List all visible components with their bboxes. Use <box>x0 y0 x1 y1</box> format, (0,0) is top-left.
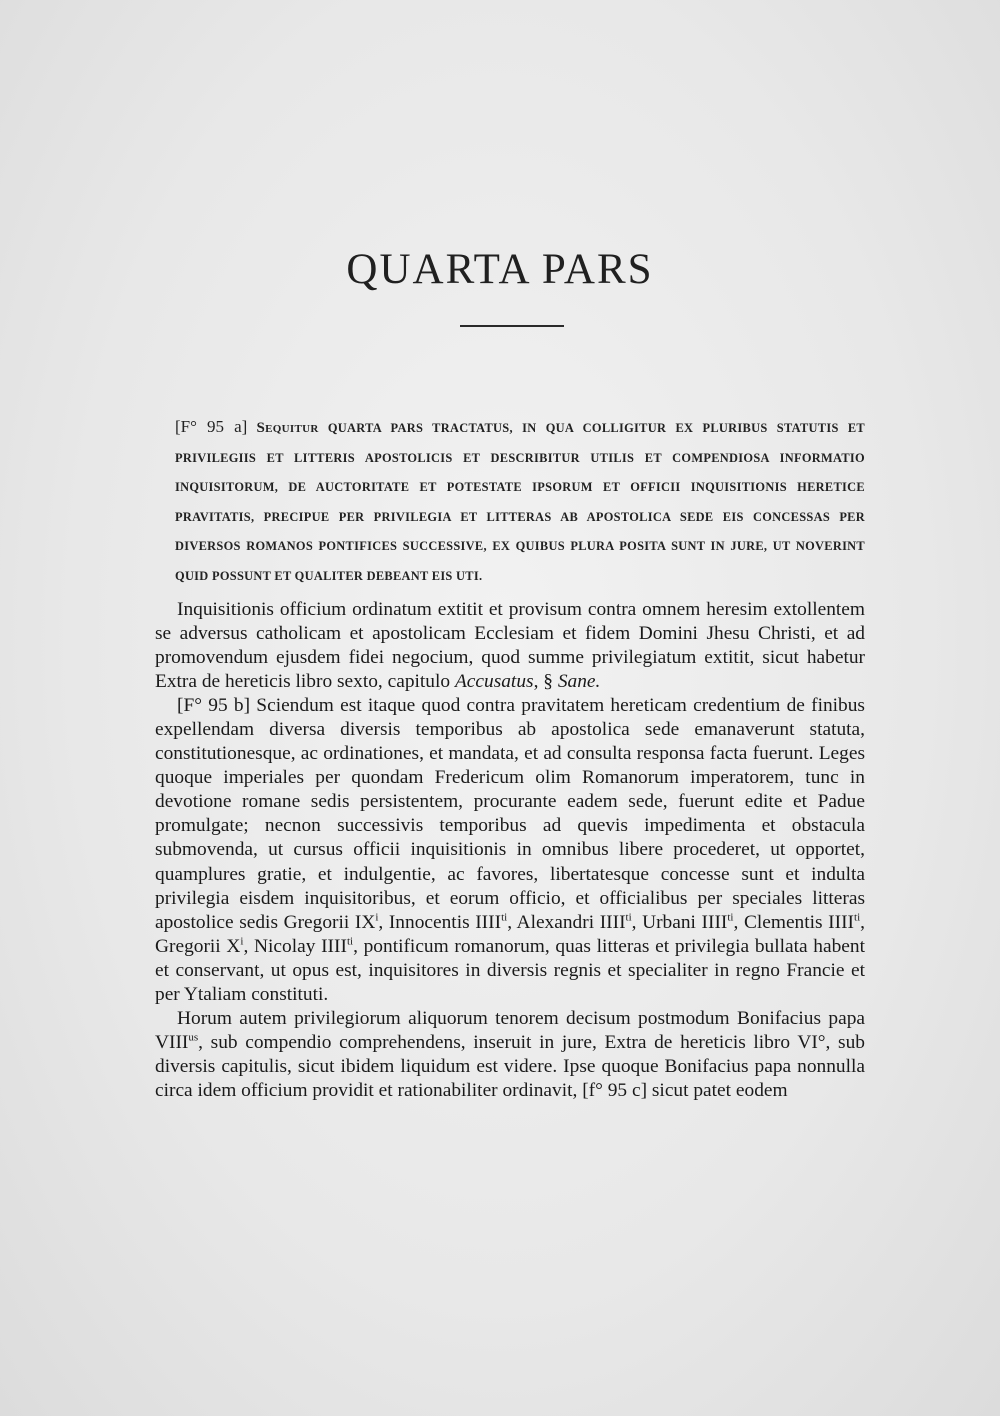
superscript: ti <box>854 911 861 924</box>
paragraph-text: , Gregorii X <box>155 911 865 957</box>
folio-reference: [f° 95 c] <box>582 1079 648 1101</box>
summary-text: QUARTA PARS TRACTATUS, IN QUA COLLIGITUR EX PLURIBUS STATUTIS ET PRIVILEGIIS ET LITTERIS APOSTOLICIS ET DESCRIBITUR UTILIS ET COMPENDIOSA INFORMATIO INQUISITORUM, DE AUCTORITATE ET POTESTATE IPSORUM ET OFFICII INQUISITIONIS HERETICE PRAVITATIS, PRECIPUE PER PRIVILEGIA ET LITTERAS AB APOSTOLICA SEDE EIS CONCESSAS PER DIVERSOS ROMANOS PONTIFICES SUCCESSIVE, EX QUIBUS PLURA POSITA SUNT IN JURE, UT NOVERINT QUID POSSUNT ET QUALITER DEBEANT EIS UTI. <box>175 421 865 583</box>
paragraph-text: Horum autem privilegiorum aliquorum tenorem decisum postmodum Bonifacius papa VIII <box>155 1007 865 1053</box>
italic-term: Sane. <box>557 671 601 693</box>
superscript: i <box>240 935 244 948</box>
section-title: QUARTA PARS <box>346 245 654 293</box>
paragraph-text: , Alexandri IIII <box>507 911 626 933</box>
chapter-summary <box>175 412 865 592</box>
folio-reference: [F° 95 b] <box>177 695 251 717</box>
paragraph-text: , sub compendio comprehendens, inseruit in jure, Extra de hereticis libro VI°, sub diversis capitulis, sicut ibidem liquidum est videre. Ipse quoque Bonifacius papa nonnulla circa idem officium providit et rationabiliter ordinavit, <box>155 1031 865 1101</box>
folio-reference: [F° 95 a] <box>175 417 248 436</box>
paragraph-text: Sciendum est itaque quod contra pravitatem hereticam credentium de finibus expellendam diversa diversis temporibus ab apostolica sede emanaverunt statuta, constitutionesque, ac ordinationes, et mandata, et ad consulta responsa facta fuerunt. Leges quoque imperiales per quondam Fredericum olim Romanorum imperatorem, tunc in devotione romane sedis persistentem, procurante eadem sede, fuerunt edite et Padue promulgate; necnon successivis temporibus ad quevis impedimenta et obstacula submovenda, ut cursus officii inquisitionis in omnibus libere procederet, ut opportet, quamplures gratie, et indulgentie, ac favores, libertatesque concesse sunt et indulta privilegia eisdem inquisitoribus, et eorum officio, et officialibus per speciales litteras apostolice sedis Gregorii IX <box>155 695 865 933</box>
paragraph-text: sicut patet eodem <box>651 1079 788 1101</box>
superscript: ti <box>727 911 734 924</box>
paragraph <box>155 694 865 1007</box>
paragraph-text: , Innocentis IIII <box>378 911 502 933</box>
paragraph-text: , pontificum romanorum, quas litteras et privilegia bullata habent et conservant, ut opus est, inquisitores in diversis regnis et specialiter in regno Francie et per Ytaliam constituti. <box>155 935 865 1005</box>
superscript: ti <box>501 911 508 924</box>
paragraph <box>155 1007 865 1103</box>
body-text <box>155 598 865 1103</box>
paragraph-text: , Urbani IIII <box>631 911 728 933</box>
superscript: us <box>188 1031 199 1044</box>
italic-term: Accusatus <box>454 671 534 693</box>
superscript: i <box>375 911 379 924</box>
paragraph-text: Inquisitionis officium ordinatum extitit et provisum contra omnem heresim extollentem se adversus catholicam et apostolicam Ecclesiam et fidem Domini Jhesu Christi, et ad promovendum ejusdem fidei negocium, quod summe privilegiatum extitit, sicut habetur Extra de hereticis libro sexto, capitulo <box>155 599 865 693</box>
title-rule <box>460 325 564 327</box>
superscript: ti <box>625 911 632 924</box>
paragraph-text: , Clementis IIII <box>733 911 855 933</box>
paragraph <box>155 598 865 694</box>
section-sign: , § <box>533 671 558 693</box>
summary-first-word: Sequitur <box>256 420 319 436</box>
superscript: ti <box>346 935 354 948</box>
paragraph-text: , Nicolay IIII <box>243 935 347 957</box>
